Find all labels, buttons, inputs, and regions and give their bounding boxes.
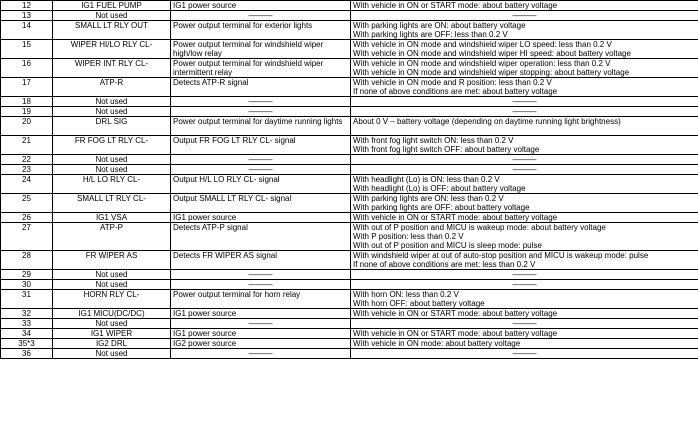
empty-dash: ——— <box>512 270 537 279</box>
terminal-name: HORN RLY CL- <box>53 290 171 309</box>
voltage-conditions <box>351 21 698 40</box>
terminal-description: Power output terminal for horn relay <box>171 290 351 309</box>
pin-number: 12 <box>1 1 53 11</box>
voltage-conditions <box>351 175 698 194</box>
pin-number: 36 <box>1 349 53 359</box>
empty-dash: ——— <box>512 349 537 358</box>
pin-number: 19 <box>1 107 53 117</box>
terminal-name: WIPER INT RLY CL- <box>53 59 171 78</box>
voltage-conditions <box>351 329 698 339</box>
condition-line: If none of above conditions are met: about battery voltage <box>353 87 558 96</box>
condition-line: With vehicle in ON or START mode: about battery voltage <box>353 329 558 338</box>
table-row <box>1 213 698 223</box>
terminal-name: Not used <box>53 280 171 290</box>
voltage-conditions <box>351 136 698 155</box>
condition-line: With parking lights are OFF: about battery voltage <box>353 203 530 212</box>
pin-number: 21 <box>1 136 53 155</box>
terminal-description: IG2 power source <box>171 339 351 349</box>
voltage-conditions <box>351 1 698 11</box>
table-row <box>1 349 698 359</box>
terminal-name: IG1 MICU(DC/DC) <box>53 309 171 319</box>
table-row <box>1 165 698 175</box>
condition-line: About 0 V – battery voltage (depending on daytime running light brightness) <box>353 117 621 126</box>
pin-number: 33 <box>1 319 53 329</box>
voltage-conditions <box>351 290 698 309</box>
pin-number: 34 <box>1 329 53 339</box>
condition-line: With vehicle in ON or START mode: about battery voltage <box>353 213 558 222</box>
voltage-conditions <box>351 223 698 251</box>
terminal-description: Power output terminal for windshield wiper intermittent relay <box>171 59 351 78</box>
voltage-conditions <box>351 59 698 78</box>
table-row <box>1 78 698 97</box>
terminal-description <box>171 165 351 175</box>
voltage-conditions <box>351 213 698 223</box>
terminal-description: IG1 power source <box>171 1 351 11</box>
table-row <box>1 11 698 21</box>
empty-dash: ——— <box>512 155 537 164</box>
terminal-name: ATP-R <box>53 78 171 97</box>
empty-dash: ——— <box>248 155 273 164</box>
voltage-conditions <box>351 78 698 97</box>
voltage-conditions <box>351 309 698 319</box>
terminal-name: Not used <box>53 270 171 280</box>
table-row <box>1 97 698 107</box>
voltage-conditions <box>351 319 698 329</box>
terminal-name: Not used <box>53 11 171 21</box>
terminal-description: Output FR FOG LT RLY CL- signal <box>171 136 351 155</box>
condition-line: With vehicle in ON mode and windshield wiper operation: less than 0.2 V <box>353 59 611 68</box>
condition-line: If none of above conditions are met: less than 0.2 V <box>353 260 536 269</box>
table-row <box>1 175 698 194</box>
condition-line: With parking lights are ON: less than 0.2 V <box>353 194 504 203</box>
condition-line: With vehicle in ON or START mode: about battery voltage <box>353 309 558 318</box>
voltage-conditions <box>351 339 698 349</box>
table-row <box>1 40 698 59</box>
table-row <box>1 117 698 136</box>
terminal-name: SMALL LT RLY CL- <box>53 194 171 213</box>
condition-line: With horn ON: less than 0.2 V <box>353 290 459 299</box>
condition-line: With vehicle in ON mode and R position: less than 0.2 V <box>353 78 552 87</box>
terminal-name: IG2 DRL <box>53 339 171 349</box>
table-row <box>1 329 698 339</box>
pin-number: 13 <box>1 11 53 21</box>
voltage-conditions <box>351 97 698 107</box>
condition-line: With vehicle in ON mode and windshield wiper stopping: about battery voltage <box>353 68 630 77</box>
terminal-description: Power output terminal for exterior lights <box>171 21 351 40</box>
condition-line: With out of P position and MICU is sleep mode: pulse <box>353 241 542 250</box>
terminal-description: Output SMALL LT RLY CL- signal <box>171 194 351 213</box>
terminal-description: Power output terminal for daytime running lights <box>171 117 351 136</box>
terminal-description: Detects FR WIPER AS signal <box>171 251 351 270</box>
voltage-conditions <box>351 251 698 270</box>
condition-line: With vehicle in ON mode and windshield wiper HI speed: about battery voltage <box>353 49 631 58</box>
terminal-description <box>171 155 351 165</box>
table-row <box>1 21 698 40</box>
empty-dash: ——— <box>248 97 273 106</box>
pin-number: 28 <box>1 251 53 270</box>
empty-dash: ——— <box>512 319 537 328</box>
condition-line: With vehicle in ON or START mode: about battery voltage <box>353 1 558 10</box>
pin-number: 17 <box>1 78 53 97</box>
terminal-description: IG1 power source <box>171 309 351 319</box>
table-row <box>1 280 698 290</box>
condition-line: With vehicle in ON mode: about battery voltage <box>353 339 521 348</box>
voltage-conditions <box>351 11 698 21</box>
terminal-description: IG1 power source <box>171 213 351 223</box>
condition-line: With front fog light switch ON: less than 0.2 V <box>353 136 514 145</box>
empty-dash: ——— <box>248 107 273 116</box>
pin-number: 26 <box>1 213 53 223</box>
terminal-description <box>171 270 351 280</box>
terminal-description <box>171 107 351 117</box>
table-row <box>1 319 698 329</box>
pin-number: 15 <box>1 40 53 59</box>
terminal-name: IG1 FUEL PUMP <box>53 1 171 11</box>
terminal-description: Detects ATP-R signal <box>171 78 351 97</box>
voltage-conditions <box>351 165 698 175</box>
condition-line: With parking lights are OFF: less than 0.2 V <box>353 30 508 39</box>
table-row <box>1 136 698 155</box>
pin-number: 14 <box>1 21 53 40</box>
terminal-table-body <box>1 1 698 359</box>
table-row <box>1 223 698 251</box>
terminal-name: IG1 WIPER <box>53 329 171 339</box>
terminal-description: Power output terminal for windshield wiper high/low relay <box>171 40 351 59</box>
pin-number: 20 <box>1 117 53 136</box>
condition-line: With headlight (Lo) is OFF: about battery voltage <box>353 184 526 193</box>
table-row <box>1 1 698 11</box>
pin-number: 24 <box>1 175 53 194</box>
terminal-name: SMALL LT RLY OUT <box>53 21 171 40</box>
voltage-conditions <box>351 107 698 117</box>
table-row <box>1 107 698 117</box>
table-row <box>1 155 698 165</box>
terminal-name: ATP-P <box>53 223 171 251</box>
pin-number: 22 <box>1 155 53 165</box>
terminal-name: H/L LO RLY CL- <box>53 175 171 194</box>
terminal-name: Not used <box>53 155 171 165</box>
table-row <box>1 309 698 319</box>
table-row <box>1 251 698 270</box>
empty-dash: ——— <box>512 107 537 116</box>
condition-line: With P position: less than 0.2 V <box>353 232 464 241</box>
pin-number: 16 <box>1 59 53 78</box>
terminal-description: Output H/L LO RLY CL- signal <box>171 175 351 194</box>
condition-line: With parking lights are ON: about battery voltage <box>353 21 526 30</box>
voltage-conditions <box>351 270 698 280</box>
pin-number: 35*3 <box>1 339 53 349</box>
voltage-conditions <box>351 40 698 59</box>
empty-dash: ——— <box>512 280 537 289</box>
empty-dash: ——— <box>248 349 273 358</box>
empty-dash: ——— <box>512 165 537 174</box>
terminal-name: FR FOG LT RLY CL- <box>53 136 171 155</box>
voltage-conditions <box>351 280 698 290</box>
table-row <box>1 270 698 280</box>
terminal-name: IG1 VSA <box>53 213 171 223</box>
empty-dash: ——— <box>248 319 273 328</box>
terminal-name: WIPER HI/LO RLY CL- <box>53 40 171 59</box>
terminal-name: Not used <box>53 319 171 329</box>
terminal-description: Detects ATP-P signal <box>171 223 351 251</box>
condition-line: With horn OFF: about battery voltage <box>353 299 485 308</box>
voltage-conditions <box>351 155 698 165</box>
condition-line: With windshield wiper at out of auto-stop position and MICU is wakeup mode: pulse <box>353 251 649 260</box>
condition-line: With vehicle in ON mode and windshield wiper LO speed: less than 0.2 V <box>353 40 612 49</box>
table-row <box>1 339 698 349</box>
condition-line: With front fog light switch OFF: about battery voltage <box>353 145 540 154</box>
pin-number: 31 <box>1 290 53 309</box>
condition-line: With headlight (Lo) is ON: less than 0.2 V <box>353 175 500 184</box>
pin-number: 32 <box>1 309 53 319</box>
pin-number: 27 <box>1 223 53 251</box>
empty-dash: ——— <box>512 11 537 20</box>
empty-dash: ——— <box>248 280 273 289</box>
pin-number: 30 <box>1 280 53 290</box>
voltage-conditions <box>351 194 698 213</box>
terminal-description <box>171 280 351 290</box>
voltage-conditions <box>351 117 698 136</box>
terminal-name: Not used <box>53 107 171 117</box>
terminal-name: Not used <box>53 97 171 107</box>
terminal-name: Not used <box>53 165 171 175</box>
terminal-name: Not used <box>53 349 171 359</box>
pin-number: 29 <box>1 270 53 280</box>
terminal-description <box>171 319 351 329</box>
voltage-conditions <box>351 349 698 359</box>
condition-line: With out of P position and MICU is wakeup mode: about battery voltage <box>353 223 606 232</box>
pin-number: 23 <box>1 165 53 175</box>
terminal-name: FR WIPER AS <box>53 251 171 270</box>
empty-dash: ——— <box>248 165 273 174</box>
terminal-description <box>171 97 351 107</box>
empty-dash: ——— <box>248 270 273 279</box>
table-row <box>1 290 698 309</box>
terminal-description: IG1 power source <box>171 329 351 339</box>
empty-dash: ——— <box>512 97 537 106</box>
table-row <box>1 194 698 213</box>
terminal-description <box>171 349 351 359</box>
table-row <box>1 59 698 78</box>
terminal-description <box>171 11 351 21</box>
pin-number: 18 <box>1 97 53 107</box>
pin-number: 25 <box>1 194 53 213</box>
empty-dash: ——— <box>248 11 273 20</box>
terminal-name: DRL SIG <box>53 117 171 136</box>
